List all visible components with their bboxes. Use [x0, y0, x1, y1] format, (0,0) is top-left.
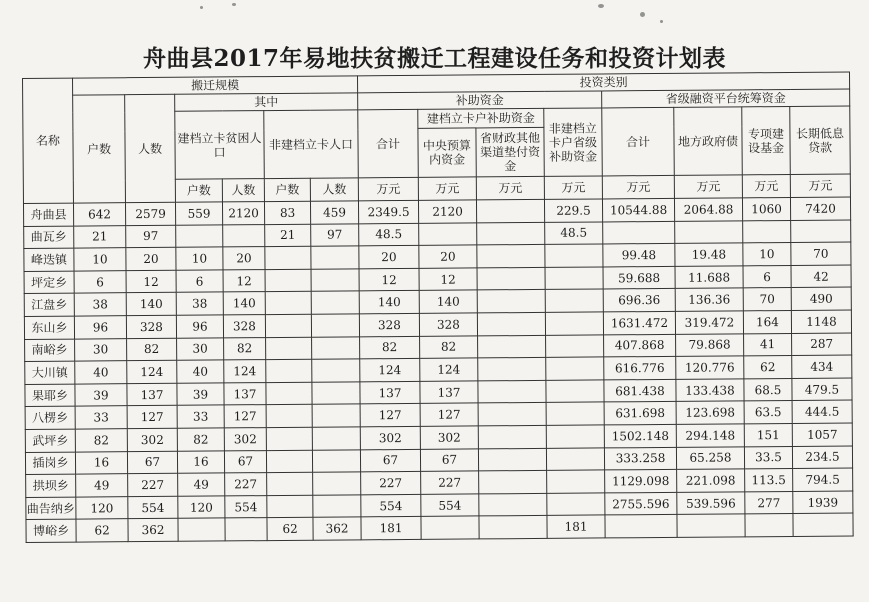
- scan-speck: [640, 12, 645, 17]
- cell-persons: 302: [127, 428, 177, 451]
- cell-local-gov-bond: 294.148: [676, 424, 744, 447]
- cell-non-persons: 362: [313, 517, 361, 540]
- cell-persons: 137: [127, 383, 177, 406]
- cell-name: 果耶乡: [25, 384, 75, 407]
- cell-subsidy-total: 20: [359, 246, 419, 269]
- cell-subsidy-total: 67: [360, 449, 420, 472]
- header-of-which: 其中: [175, 93, 358, 111]
- cell-reg-households: 82: [177, 428, 224, 451]
- cell-households: 38: [74, 293, 126, 316]
- cell-local-gov-bond: 123.698: [676, 401, 744, 424]
- cell-name: 插岗乡: [25, 452, 75, 475]
- cell-non-registered-provincial: [546, 402, 604, 425]
- cell-non-persons: [312, 427, 360, 450]
- cell-non-households: [266, 359, 312, 382]
- cell-provincial-total: 1129.098: [605, 469, 677, 492]
- scan-speck: [200, 6, 203, 9]
- cell-provincial-total: [605, 515, 677, 538]
- cell-subsidy-total: 302: [360, 426, 420, 449]
- cell-provincial-other: [478, 448, 546, 471]
- cell-special-fund: 63.5: [744, 401, 792, 424]
- cell-non-households: [265, 292, 311, 315]
- unit-non-households: 户数: [264, 178, 310, 201]
- cell-households: 82: [75, 429, 127, 452]
- cell-reg-persons: 137: [224, 382, 266, 405]
- header-central-budget: 中央预算内资金: [418, 128, 476, 177]
- cell-name: 南峪乡: [25, 339, 75, 362]
- table-header: [23, 72, 851, 203]
- cell-long-term-loan: 42: [791, 265, 851, 288]
- cell-persons: 67: [127, 451, 177, 474]
- cell-local-gov-bond: 65.258: [676, 446, 744, 469]
- unit-wanyuan: 万元: [418, 177, 476, 200]
- unit-reg-households: 户数: [175, 179, 222, 202]
- cell-subsidy-total: 12: [359, 268, 419, 291]
- cell-reg-households: 40: [177, 360, 224, 383]
- cell-non-households: [265, 246, 311, 269]
- cell-special-fund: 41: [744, 333, 792, 356]
- cell-name: 八楞乡: [25, 406, 75, 429]
- cell-provincial-other: [478, 335, 546, 358]
- cell-provincial-total: 631.698: [604, 402, 676, 425]
- cell-local-gov-bond: 120.776: [676, 356, 744, 379]
- cell-provincial-other: [478, 403, 546, 426]
- cell-non-registered-provincial: [545, 312, 603, 335]
- cell-households: 16: [75, 451, 127, 474]
- cell-provincial-total: 1502.148: [604, 424, 676, 447]
- cell-special-fund: 68.5: [744, 378, 792, 401]
- cell-non-households: 21: [265, 224, 311, 247]
- cell-non-persons: [311, 291, 359, 314]
- cell-non-registered-provincial: 229.5: [544, 199, 602, 222]
- cell-long-term-loan: 434: [792, 355, 852, 378]
- cell-name: 曲告纳乡: [26, 497, 76, 520]
- cell-households: 39: [75, 383, 127, 406]
- cell-provincial-other: [477, 267, 545, 290]
- cell-central-budget: 82: [420, 335, 478, 358]
- cell-reg-persons: 328: [223, 315, 265, 338]
- cell-non-registered-provincial: 48.5: [545, 222, 603, 245]
- cell-persons: 2579: [125, 202, 175, 225]
- header-households: 户数: [73, 95, 126, 203]
- cell-subsidy-total: 124: [360, 359, 420, 382]
- cell-non-registered-provincial: [546, 447, 604, 470]
- cell-non-households: [266, 450, 312, 473]
- cell-central-budget: 12: [419, 268, 477, 291]
- cell-central-budget: 328: [419, 313, 477, 336]
- cell-reg-persons: 227: [225, 473, 267, 496]
- investment-plan-table: [22, 71, 854, 542]
- cell-provincial-other: [479, 471, 547, 494]
- cell-special-fund: 1060: [742, 197, 790, 220]
- cell-special-fund: 62: [744, 356, 792, 379]
- cell-persons: 20: [126, 247, 176, 270]
- cell-name: 舟曲县: [23, 203, 73, 226]
- cell-non-persons: [311, 269, 359, 292]
- cell-provincial-total: 681.438: [604, 379, 676, 402]
- cell-provincial-total: [603, 221, 675, 244]
- unit-wanyuan: 万元: [476, 176, 544, 200]
- cell-reg-persons: [225, 518, 267, 541]
- cell-long-term-loan: 7420: [790, 197, 850, 220]
- header-subsidy-funds: 补助资金: [358, 91, 602, 110]
- cell-non-registered-provincial: [547, 493, 605, 516]
- header-relocation-scale: 搬迁规模: [73, 76, 358, 95]
- cell-non-households: [266, 427, 312, 450]
- cell-non-households: 62: [267, 518, 313, 541]
- cell-central-budget: 67: [420, 448, 478, 471]
- cell-subsidy-total: 328: [359, 313, 419, 336]
- cell-households: 10: [74, 248, 126, 271]
- cell-local-gov-bond: 539.596: [677, 492, 745, 515]
- cell-non-registered-provincial: [545, 289, 603, 312]
- cell-non-registered-provincial: [545, 267, 603, 290]
- unit-wanyuan: 万元: [674, 175, 742, 199]
- cell-local-gov-bond: 19.48: [675, 243, 743, 266]
- cell-reg-persons: 127: [224, 405, 266, 428]
- table-body: [23, 197, 853, 542]
- cell-persons: 82: [127, 338, 177, 361]
- cell-subsidy-total: 140: [359, 291, 419, 314]
- cell-persons: 362: [128, 519, 178, 542]
- cell-reg-persons: 67: [224, 450, 266, 473]
- cell-special-fund: [743, 220, 791, 243]
- cell-subsidy-total: 227: [361, 472, 421, 495]
- cell-provincial-total: 616.776: [604, 357, 676, 380]
- cell-reg-households: 120: [178, 496, 225, 519]
- cell-non-households: [265, 314, 311, 337]
- header-investment-type: 投资类别: [357, 72, 849, 93]
- header-persons: 人数: [125, 94, 176, 202]
- cell-subsidy-total: 82: [360, 336, 420, 359]
- cell-persons: 140: [126, 293, 176, 316]
- cell-provincial-total: 696.36: [603, 289, 675, 312]
- cell-reg-persons: 12: [223, 269, 265, 292]
- cell-special-fund: 277: [745, 491, 793, 514]
- cell-non-persons: [312, 449, 360, 472]
- cell-reg-households: 49: [178, 473, 225, 496]
- cell-provincial-other: [479, 516, 547, 539]
- cell-persons: 227: [128, 473, 178, 496]
- cell-reg-persons: 554: [225, 495, 267, 518]
- unit-wanyuan: 万元: [544, 176, 602, 199]
- cell-provincial-other: [478, 425, 546, 448]
- cell-subsidy-total: 181: [361, 517, 421, 540]
- cell-persons: 328: [126, 315, 176, 338]
- header-non-registered-provincial: 非建档立卡户省级补助资金: [544, 108, 603, 176]
- header-special-fund: 专项建设基金: [742, 106, 791, 174]
- cell-central-budget: 124: [420, 358, 478, 381]
- cell-households: 96: [74, 316, 126, 339]
- cell-local-gov-bond: 11.688: [675, 266, 743, 289]
- cell-long-term-loan: [793, 513, 853, 536]
- cell-non-registered-provincial: [545, 244, 603, 267]
- cell-local-gov-bond: 79.868: [676, 333, 744, 356]
- unit-wanyuan: 万元: [790, 174, 850, 197]
- cell-central-budget: 554: [421, 494, 479, 517]
- cell-name: 大川镇: [25, 361, 75, 384]
- cell-special-fund: 164: [743, 310, 791, 333]
- cell-non-households: [266, 337, 312, 360]
- cell-reg-households: 38: [176, 292, 223, 315]
- cell-name: 拱坝乡: [26, 474, 76, 497]
- cell-provincial-other: [477, 312, 545, 335]
- unit-non-persons: 人数: [310, 178, 358, 201]
- cell-non-households: 83: [264, 201, 310, 224]
- header-provincial-total: 合计: [602, 107, 675, 176]
- cell-non-households: [266, 382, 312, 405]
- cell-reg-households: 33: [177, 405, 224, 428]
- cell-provincial-total: 407.868: [604, 334, 676, 357]
- cell-households: 6: [74, 270, 126, 293]
- cell-non-persons: [312, 404, 360, 427]
- unit-wanyuan: 万元: [358, 177, 418, 200]
- scan-speck: [598, 4, 604, 8]
- cell-central-budget: 137: [420, 381, 478, 404]
- cell-name: 东山乡: [24, 316, 74, 339]
- cell-non-persons: [313, 472, 361, 495]
- cell-central-budget: 127: [420, 403, 478, 426]
- cell-households: 30: [75, 338, 127, 361]
- cell-non-households: [267, 472, 313, 495]
- cell-reg-households: 39: [177, 383, 224, 406]
- cell-long-term-loan: 234.5: [792, 446, 852, 469]
- cell-provincial-other: [477, 222, 545, 245]
- cell-long-term-loan: 444.5: [792, 400, 852, 423]
- unit-wanyuan: 万元: [602, 175, 674, 199]
- cell-provincial-total: 10544.88: [602, 198, 674, 221]
- cell-non-persons: [313, 495, 361, 518]
- cell-name: 坪定乡: [24, 271, 74, 294]
- cell-non-registered-provincial: 181: [547, 515, 605, 538]
- cell-non-households: [266, 405, 312, 428]
- document-title: 舟曲县2017年易地扶贫搬迁工程建设任务和投资计划表: [142, 45, 726, 72]
- cell-reg-persons: 20: [223, 247, 265, 270]
- cell-special-fund: 151: [744, 423, 792, 446]
- cell-provincial-total: 333.258: [604, 447, 676, 470]
- cell-reg-persons: [223, 224, 265, 247]
- cell-long-term-loan: 479.5: [792, 378, 852, 401]
- cell-name: 博峪乡: [26, 519, 76, 542]
- cell-special-fund: 113.5: [745, 469, 793, 492]
- cell-persons: 97: [126, 225, 176, 248]
- cell-non-registered-provincial: [547, 470, 605, 493]
- cell-local-gov-bond: 136.36: [675, 288, 743, 311]
- cell-non-registered-provincial: [546, 425, 604, 448]
- cell-reg-households: [176, 225, 223, 248]
- cell-provincial-total: 1631.472: [603, 311, 675, 334]
- cell-reg-households: [178, 518, 225, 541]
- cell-provincial-total: 99.48: [603, 244, 675, 267]
- cell-central-budget: 140: [419, 290, 477, 313]
- cell-special-fund: 6: [743, 265, 791, 288]
- cell-central-budget: [419, 223, 477, 246]
- cell-non-persons: [312, 359, 360, 382]
- cell-households: 642: [73, 203, 125, 226]
- cell-special-fund: 33.5: [744, 446, 792, 469]
- header-local-gov-bond: 地方政府债: [674, 107, 743, 176]
- cell-persons: 127: [127, 406, 177, 429]
- cell-reg-persons: 82: [224, 337, 266, 360]
- cell-non-persons: 459: [310, 201, 358, 224]
- cell-provincial-other: [478, 380, 546, 403]
- cell-name: 武坪乡: [25, 429, 75, 452]
- cell-central-budget: 227: [421, 471, 479, 494]
- cell-local-gov-bond: 2064.88: [674, 198, 742, 221]
- header-registered-subsidy: 建档立卡户补助资金: [418, 108, 544, 128]
- cell-long-term-loan: 1148: [791, 310, 851, 333]
- cell-local-gov-bond: 133.438: [676, 379, 744, 402]
- cell-non-registered-provincial: [546, 335, 604, 358]
- cell-households: 33: [75, 406, 127, 429]
- header-non-registered: 非建档立卡人口: [264, 110, 359, 179]
- cell-local-gov-bond: [675, 220, 743, 243]
- cell-provincial-total: 2755.596: [605, 492, 677, 515]
- cell-special-fund: 10: [743, 243, 791, 266]
- cell-provincial-other: [477, 290, 545, 313]
- cell-name: 曲瓦乡: [24, 226, 74, 249]
- cell-non-persons: [311, 314, 359, 337]
- cell-long-term-loan: 70: [791, 242, 851, 265]
- cell-persons: 12: [126, 270, 176, 293]
- cell-central-budget: [421, 516, 479, 539]
- cell-subsidy-total: 127: [360, 404, 420, 427]
- cell-non-households: [267, 495, 313, 518]
- cell-non-households: [265, 269, 311, 292]
- cell-reg-households: 96: [176, 315, 223, 338]
- cell-households: 49: [76, 474, 128, 497]
- cell-reg-households: 6: [176, 270, 223, 293]
- cell-reg-households: 30: [177, 337, 224, 360]
- unit-wanyuan: 万元: [742, 174, 790, 197]
- cell-central-budget: 20: [419, 245, 477, 268]
- cell-central-budget: 302: [420, 426, 478, 449]
- header-name: 名称: [23, 78, 74, 203]
- cell-provincial-other: [479, 493, 547, 516]
- cell-provincial-other: [478, 358, 546, 381]
- cell-subsidy-total: 554: [361, 494, 421, 517]
- cell-households: 62: [76, 519, 128, 542]
- cell-non-persons: [311, 246, 359, 269]
- cell-long-term-loan: 490: [791, 287, 851, 310]
- cell-non-registered-provincial: [546, 357, 604, 380]
- cell-reg-persons: 124: [224, 360, 266, 383]
- header-provincial-financing: 省级融资平台统筹资金: [602, 89, 850, 108]
- cell-local-gov-bond: [677, 514, 745, 537]
- header-provincial-other: 省财政其他渠道垫付资金: [476, 127, 544, 177]
- cell-long-term-loan: 794.5: [793, 468, 853, 491]
- cell-persons: 554: [128, 496, 178, 519]
- cell-long-term-loan: 1939: [793, 491, 853, 514]
- cell-reg-persons: 2120: [222, 202, 264, 225]
- cell-non-persons: [312, 336, 360, 359]
- cell-reg-households: 16: [177, 450, 224, 473]
- cell-non-persons: [312, 382, 360, 405]
- header-long-term-loan: 长期低息贷款: [790, 106, 851, 174]
- cell-local-gov-bond: 319.472: [675, 311, 743, 334]
- cell-local-gov-bond: 221.098: [677, 469, 745, 492]
- cell-non-persons: 97: [311, 223, 359, 246]
- cell-long-term-loan: [791, 220, 851, 243]
- cell-subsidy-total: 137: [360, 381, 420, 404]
- cell-long-term-loan: 1057: [792, 423, 852, 446]
- cell-provincial-other: [476, 199, 544, 222]
- cell-long-term-loan: 287: [792, 333, 852, 356]
- cell-central-budget: 2120: [418, 200, 476, 223]
- cell-households: 40: [75, 361, 127, 384]
- cell-provincial-total: 59.688: [603, 266, 675, 289]
- unit-reg-persons: 人数: [222, 179, 264, 202]
- cell-reg-households: 10: [176, 247, 223, 270]
- cell-households: 21: [74, 225, 126, 248]
- cell-name: 江盘乡: [24, 293, 74, 316]
- header-registered-poor: 建档立卡贫困人口: [175, 111, 265, 180]
- cell-reg-households: 559: [175, 202, 222, 225]
- cell-special-fund: 70: [743, 288, 791, 311]
- cell-provincial-other: [477, 245, 545, 268]
- scan-speck: [232, 3, 236, 6]
- header-subsidy-total: 合计: [358, 109, 419, 177]
- cell-households: 120: [76, 496, 128, 519]
- cell-non-registered-provincial: [546, 380, 604, 403]
- cell-reg-persons: 302: [224, 428, 266, 451]
- cell-special-fund: [745, 514, 793, 537]
- cell-reg-persons: 140: [223, 292, 265, 315]
- cell-name: 峰迭镇: [24, 248, 74, 271]
- cell-persons: 124: [127, 360, 177, 383]
- cell-subsidy-total: 48.5: [359, 223, 419, 246]
- cell-subsidy-total: 2349.5: [358, 200, 418, 223]
- scan-speck: [660, 20, 663, 23]
